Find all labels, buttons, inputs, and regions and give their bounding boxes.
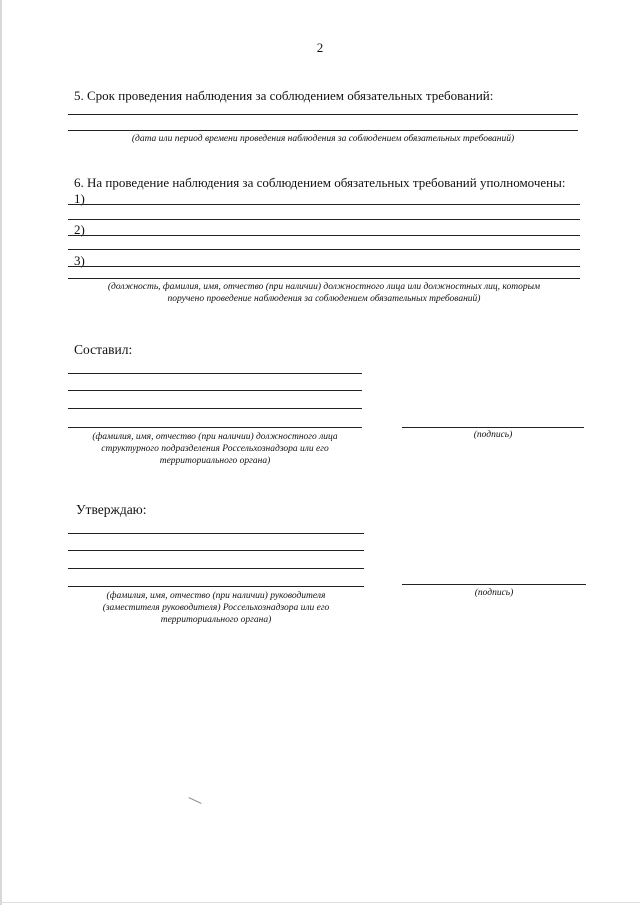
section-5-heading: 5. Срок проведения наблюдения за соблюдением обязательных требований: <box>74 88 494 103</box>
approved-name-caption-line-1: (фамилия, имя, отчество (при наличии) руководителя <box>106 591 326 601</box>
scan-artifact-mark <box>188 797 201 804</box>
compiled-label: Составил: <box>74 342 133 357</box>
approved-label: Утверждаю: <box>76 502 147 517</box>
item-2-line <box>68 235 580 236</box>
compiled-signature-line <box>402 427 584 428</box>
compiled-line-3 <box>68 408 362 409</box>
section-6-caption-line-2: поручено проведение наблюдения за соблюдением обязательных требований) <box>167 294 481 304</box>
approved-line-4 <box>68 586 364 587</box>
section-6-caption-line-1: (должность, фамилия, имя, отчество (при наличии) должностного лица или должностных лиц, которым <box>107 282 541 292</box>
scan-left-edge <box>0 0 2 905</box>
item-3-number: 3) <box>74 253 85 268</box>
section-5-line-1 <box>68 114 578 115</box>
page-number: 2 <box>316 40 324 55</box>
item-1-line <box>68 204 580 205</box>
approved-line-3 <box>68 568 364 569</box>
compiled-signature-caption: (подпись) <box>473 430 513 440</box>
approved-line-1 <box>68 533 364 534</box>
compiled-name-caption-line-2: структурного подразделения Россельхознадзора или его <box>101 444 329 454</box>
compiled-line-1 <box>68 373 362 374</box>
item-3-line-extra <box>68 278 580 279</box>
item-2-line-extra <box>68 249 580 250</box>
section-6-heading: 6. На проведение наблюдения за соблюдением обязательных требований уполномочены: <box>74 175 566 190</box>
item-2-number: 2) <box>74 222 85 237</box>
item-3-line <box>68 266 580 267</box>
compiled-name-caption-line-3: территориального органа) <box>159 456 271 466</box>
section-5-caption: (дата или период времени проведения наблюдения за соблюдением обязательных требований) <box>131 134 515 144</box>
scan-bottom-edge <box>0 902 640 903</box>
approved-name-caption-line-3: территориального органа) <box>160 615 272 625</box>
item-1-line-extra <box>68 219 580 220</box>
approved-line-2 <box>68 550 364 551</box>
item-1-number: 1) <box>74 191 85 206</box>
approved-signature-caption: (подпись) <box>474 588 514 598</box>
approved-name-caption-line-2: (заместителя руководителя) Россельхознадзора или его <box>102 603 330 613</box>
compiled-line-2 <box>68 390 362 391</box>
approved-signature-line <box>402 584 586 585</box>
section-5-line-2 <box>68 130 578 131</box>
compiled-line-4 <box>68 427 362 428</box>
compiled-name-caption-line-1: (фамилия, имя, отчество (при наличии) должностного лица <box>92 432 338 442</box>
